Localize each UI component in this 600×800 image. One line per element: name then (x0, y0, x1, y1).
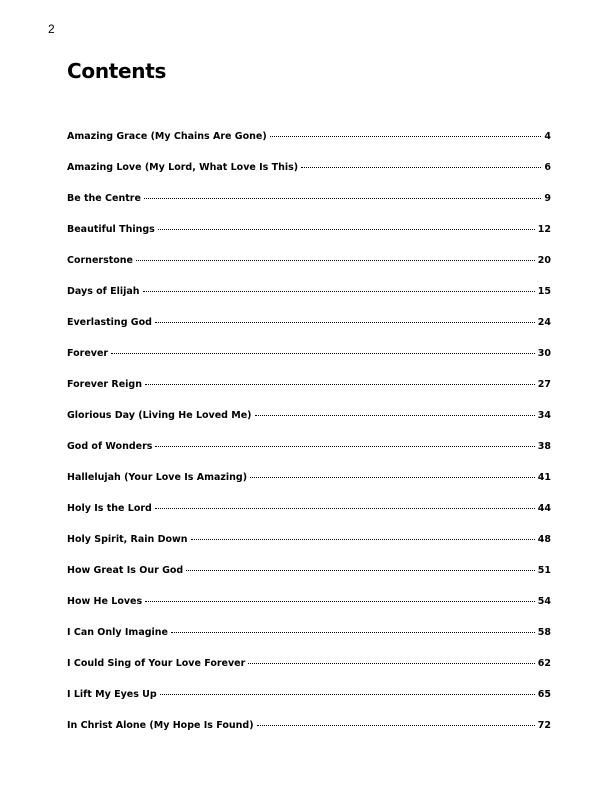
toc-entry[interactable] (67, 472, 551, 503)
toc-entry[interactable] (67, 441, 551, 472)
dot-leader (301, 167, 541, 168)
dot-leader (145, 384, 535, 385)
toc-entry-page: 30 (537, 348, 551, 359)
toc-entry[interactable] (67, 255, 551, 286)
toc-entry-title: Holy Spirit, Rain Down (67, 534, 188, 545)
toc-entry[interactable] (67, 689, 551, 720)
page-title: Contents (67, 59, 167, 83)
toc-entry-page: 54 (537, 596, 551, 607)
toc-entry-title: Forever (67, 348, 109, 359)
toc-entry[interactable] (67, 720, 551, 751)
toc-entry-page: 41 (537, 472, 551, 483)
dot-leader (145, 601, 535, 602)
toc-entry-page: 38 (537, 441, 551, 452)
toc-entry[interactable] (67, 162, 551, 193)
toc-entry[interactable] (67, 627, 551, 658)
dot-leader (270, 136, 542, 137)
toc-entry-page: 34 (537, 410, 551, 421)
toc-entry[interactable] (67, 596, 551, 627)
toc-entry-title: Cornerstone (67, 255, 134, 266)
toc-entry-page: 62 (537, 658, 551, 669)
toc-entry-title: God of Wonders (67, 441, 153, 452)
toc-entry-title: Holy Is the Lord (67, 503, 152, 514)
toc-entry-title: I Lift My Eyes Up (67, 689, 157, 700)
toc-entry-page: 58 (537, 627, 551, 638)
toc-entry-title: I Could Sing of Your Love Forever (67, 658, 246, 669)
toc-entry-page: 12 (537, 224, 551, 235)
toc-entry-page: 9 (544, 193, 551, 204)
dot-leader (144, 198, 541, 199)
toc-entry-title: Beautiful Things (67, 224, 155, 235)
page-number: 2 (48, 22, 55, 36)
toc-entry[interactable] (67, 224, 551, 255)
toc-entry-title: Forever Reign (67, 379, 142, 390)
toc-entry[interactable] (67, 565, 551, 596)
dot-leader (155, 446, 534, 447)
toc-entry[interactable] (67, 193, 551, 224)
toc-entry[interactable] (67, 410, 551, 441)
dot-leader (171, 632, 535, 633)
toc-entry-page: 51 (537, 565, 551, 576)
dot-leader (143, 291, 535, 292)
toc-entry-page: 65 (537, 689, 551, 700)
toc-entry-page: 20 (537, 255, 551, 266)
toc-entry[interactable] (67, 131, 551, 162)
toc-entry-page: 27 (537, 379, 551, 390)
toc-entry-page: 48 (537, 534, 551, 545)
toc-entry-page: 44 (537, 503, 551, 514)
toc-entry[interactable] (67, 286, 551, 317)
toc-entry-title: Days of Elijah (67, 286, 140, 297)
dot-leader (186, 570, 535, 571)
toc-entry-page: 4 (544, 131, 551, 142)
dot-leader (248, 663, 534, 664)
dot-leader (191, 539, 535, 540)
toc-entry-title: Be the Centre (67, 193, 141, 204)
toc-entry[interactable] (67, 658, 551, 689)
table-of-contents (67, 131, 551, 751)
toc-entry-page: 24 (537, 317, 551, 328)
dot-leader (111, 353, 535, 354)
dot-leader (257, 725, 535, 726)
toc-entry[interactable] (67, 379, 551, 410)
toc-entry-title: Amazing Grace (My Chains Are Gone) (67, 131, 267, 142)
dot-leader (255, 415, 535, 416)
toc-entry-title: How He Loves (67, 596, 143, 607)
dot-leader (158, 229, 535, 230)
toc-entry-title: Hallelujah (Your Love Is Amazing) (67, 472, 248, 483)
toc-entry[interactable] (67, 348, 551, 379)
toc-entry[interactable] (67, 317, 551, 348)
toc-entry-title: Glorious Day (Living He Loved Me) (67, 410, 252, 421)
dot-leader (136, 260, 535, 261)
toc-entry-title: Everlasting God (67, 317, 152, 328)
toc-entry-title: In Christ Alone (My Hope Is Found) (67, 720, 254, 731)
toc-entry-page: 72 (537, 720, 551, 731)
dot-leader (155, 508, 535, 509)
toc-entry-page: 6 (544, 162, 551, 173)
dot-leader (250, 477, 535, 478)
toc-entry[interactable] (67, 534, 551, 565)
toc-entry[interactable] (67, 503, 551, 534)
toc-entry-title: I Can Only Imagine (67, 627, 168, 638)
toc-entry-title: How Great Is Our God (67, 565, 184, 576)
toc-entry-title: Amazing Love (My Lord, What Love Is This) (67, 162, 299, 173)
toc-entry-page: 15 (537, 286, 551, 297)
dot-leader (155, 322, 535, 323)
dot-leader (160, 694, 535, 695)
